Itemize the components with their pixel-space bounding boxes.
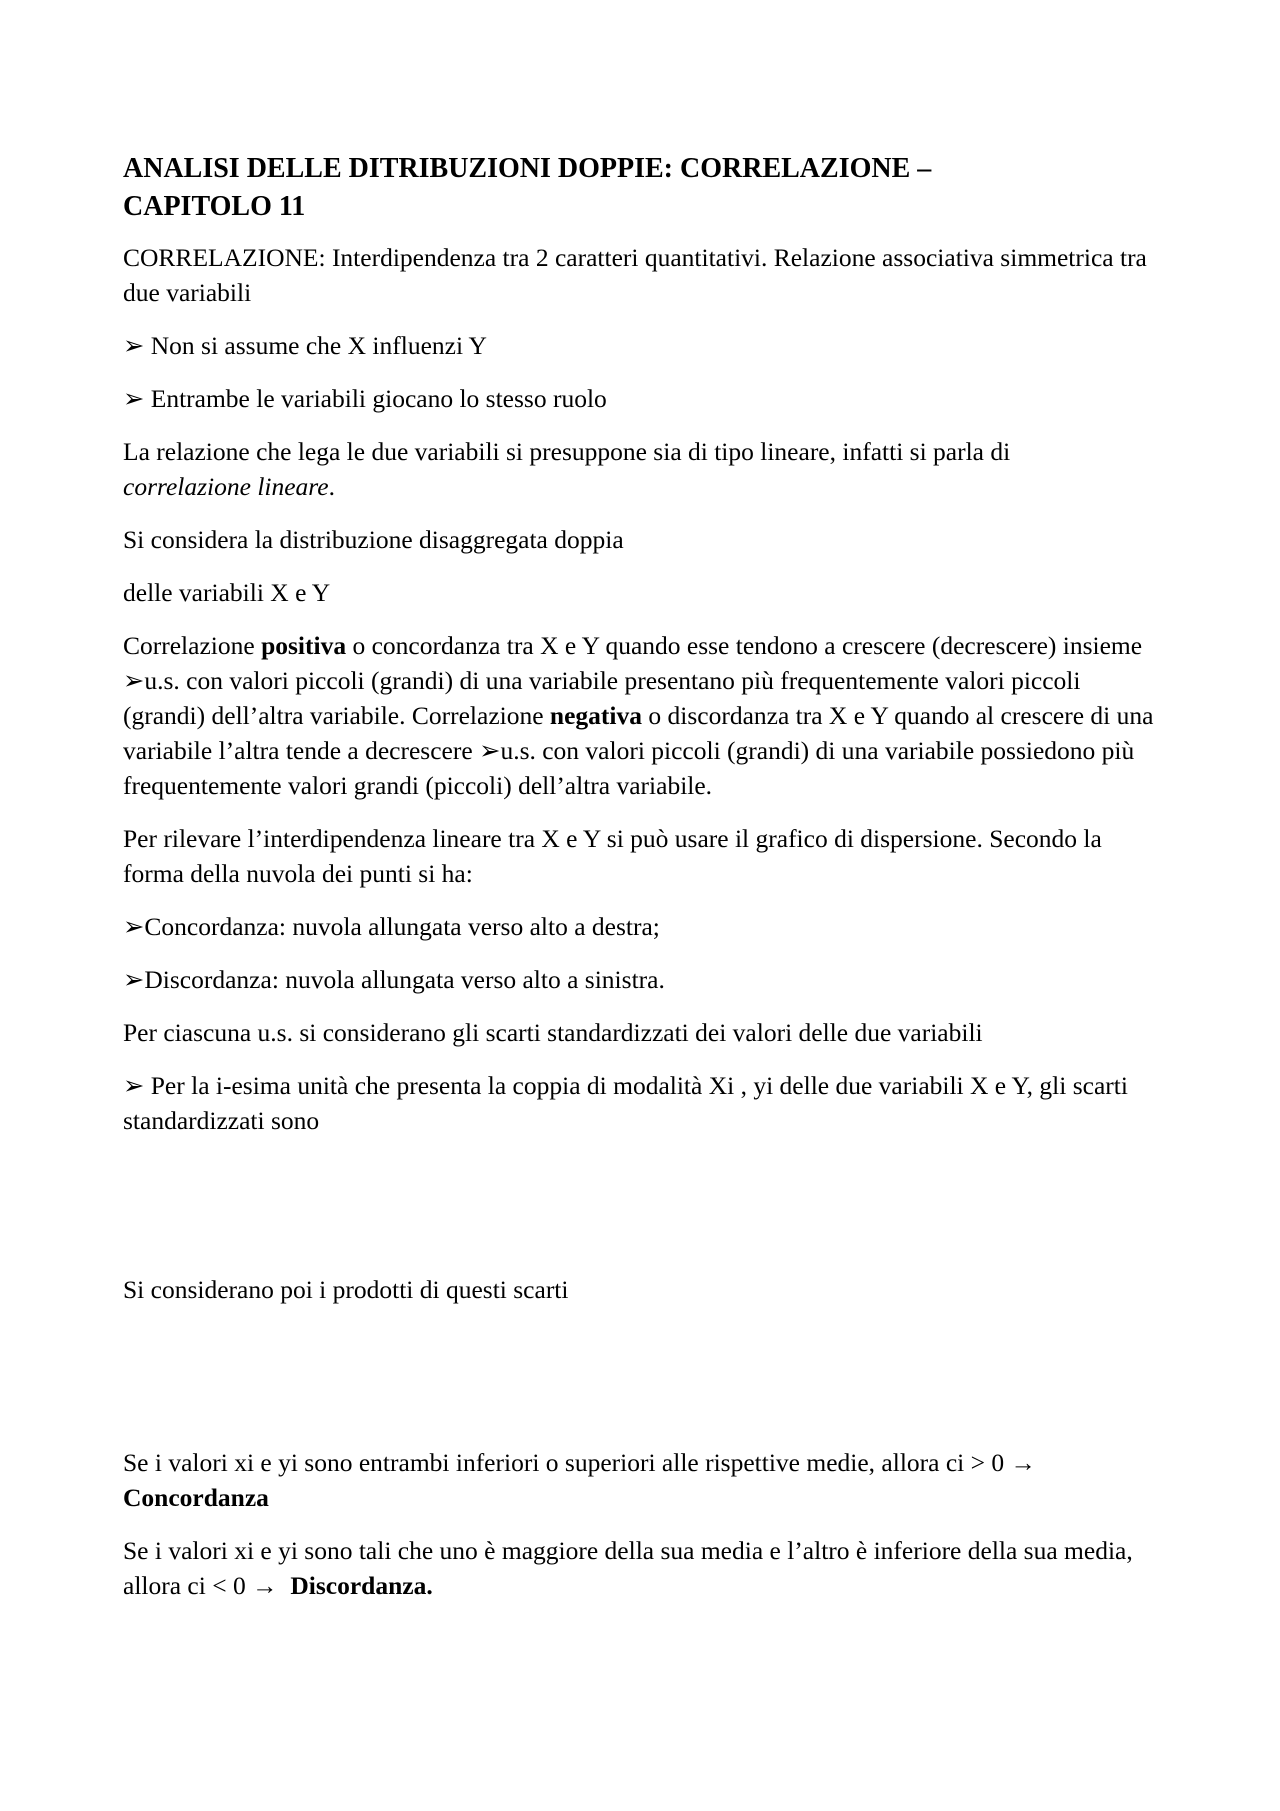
scarti-paragraph: Per ciascuna u.s. si considerano gli scarti standardizzati dei valori delle due variabili	[123, 1018, 983, 1047]
bullet-item-concordanza	[123, 909, 1163, 944]
page-title	[123, 150, 1163, 226]
correlation-text-2: o concordanza tra X e Y quando esse tendono a crescere (decrescere) insieme	[346, 631, 1143, 660]
concordanza-paragraph	[123, 1445, 1163, 1515]
intro-paragraph: CORRELAZIONE: Interdipendenza tra 2 caratteri quantitativi. Relazione associativa simmetrica tra due variabili	[123, 243, 1147, 307]
bullet-item-discordanza	[123, 962, 1163, 997]
arrow-bullet-icon: ➢	[123, 965, 145, 994]
ith-unit-paragraph	[123, 1068, 1163, 1138]
arrow-bullet-icon: ➢	[123, 384, 145, 413]
arrow-bullet-icon: ➢	[123, 912, 145, 941]
bullet-text: Concordanza: nuvola allungata verso alto a destra;	[144, 912, 660, 941]
positiva-bold: positiva	[261, 631, 347, 660]
linear-italic: correlazione lineare	[123, 472, 329, 501]
distribution-line-2: delle variabili X e Y	[123, 578, 331, 607]
linear-paragraph	[123, 434, 1163, 504]
negativa-bold: negativa	[549, 701, 642, 730]
bullet-text: Non si assume che X influenzi Y	[150, 331, 487, 360]
ith-unit-text: Per la i-esima unità che presenta la coppia di modalità Xi , yi delle due variabili X e Y, gli scarti standardizzati sono	[123, 1071, 1128, 1135]
scatter-paragraph: Per rilevare l’interdipendenza lineare tra X e Y si può usare il grafico di dispersione. Secondo la forma della nuvola dei punti si ha:	[123, 824, 1102, 888]
arrow-bullet-icon: ➢	[123, 1071, 145, 1100]
correlation-text-3: u.s. con valori piccoli (grandi) di una variabile presentano più frequentemente valori piccoli (grandi) dell’altra variabile. Correlazione	[123, 666, 1081, 730]
discordanza-bold: Discordanza.	[290, 1571, 433, 1600]
concordanza-text: Se i valori xi e yi sono entrambi inferiori o superiori alle rispettive medie, allora ci > 0	[123, 1448, 1005, 1477]
arrow-icon: ➢	[123, 666, 145, 695]
arrow-icon: ➢	[479, 736, 501, 765]
discordanza-text: Se i valori xi e yi sono tali che uno è maggiore della sua media e l’altro è inferiore della sua media, allora ci < 0	[123, 1536, 1133, 1600]
title-line-2: CAPITOLO 11	[123, 191, 306, 222]
correlation-text-4: o discordanza tra X e Y quando al crescere di una variabile l’altra tende a decrescere	[123, 701, 1154, 765]
right-arrow-icon: →	[252, 1571, 278, 1600]
correlation-paragraph	[123, 628, 1163, 803]
document-page	[123, 150, 1163, 1621]
bullet-item-2	[123, 381, 1163, 416]
formula-space	[123, 1325, 1163, 1445]
discordanza-paragraph	[123, 1533, 1163, 1603]
concordanza-bold: Concordanza	[123, 1483, 269, 1512]
formula-space	[123, 1156, 1163, 1272]
linear-end: .	[328, 472, 335, 501]
bullet-text: Entrambe le variabili giocano lo stesso ruolo	[150, 384, 607, 413]
arrow-bullet-icon: ➢	[123, 331, 145, 360]
bullet-item-1	[123, 328, 1163, 363]
title-line-1: ANALISI DELLE DITRIBUZIONI DOPPIE: CORRELAZIONE –	[123, 153, 932, 184]
linear-text: La relazione che lega le due variabili si presuppone sia di tipo lineare, infatti si parla di	[123, 437, 1011, 466]
correlation-text-5: u.s. con valori piccoli (grandi) di una variabile possiedono più frequentemente valori grandi (piccoli) dell’altra variabile.	[123, 736, 1135, 800]
right-arrow-icon: →	[1010, 1448, 1037, 1477]
prodotti-paragraph: Si considerano poi i prodotti di questi scarti	[123, 1275, 569, 1304]
bullet-text: Discordanza: nuvola allungata verso alto a sinistra.	[144, 965, 665, 994]
distribution-line-1: Si considera la distribuzione disaggregata doppia	[123, 525, 624, 554]
correlation-text-1: Correlazione	[123, 631, 262, 660]
